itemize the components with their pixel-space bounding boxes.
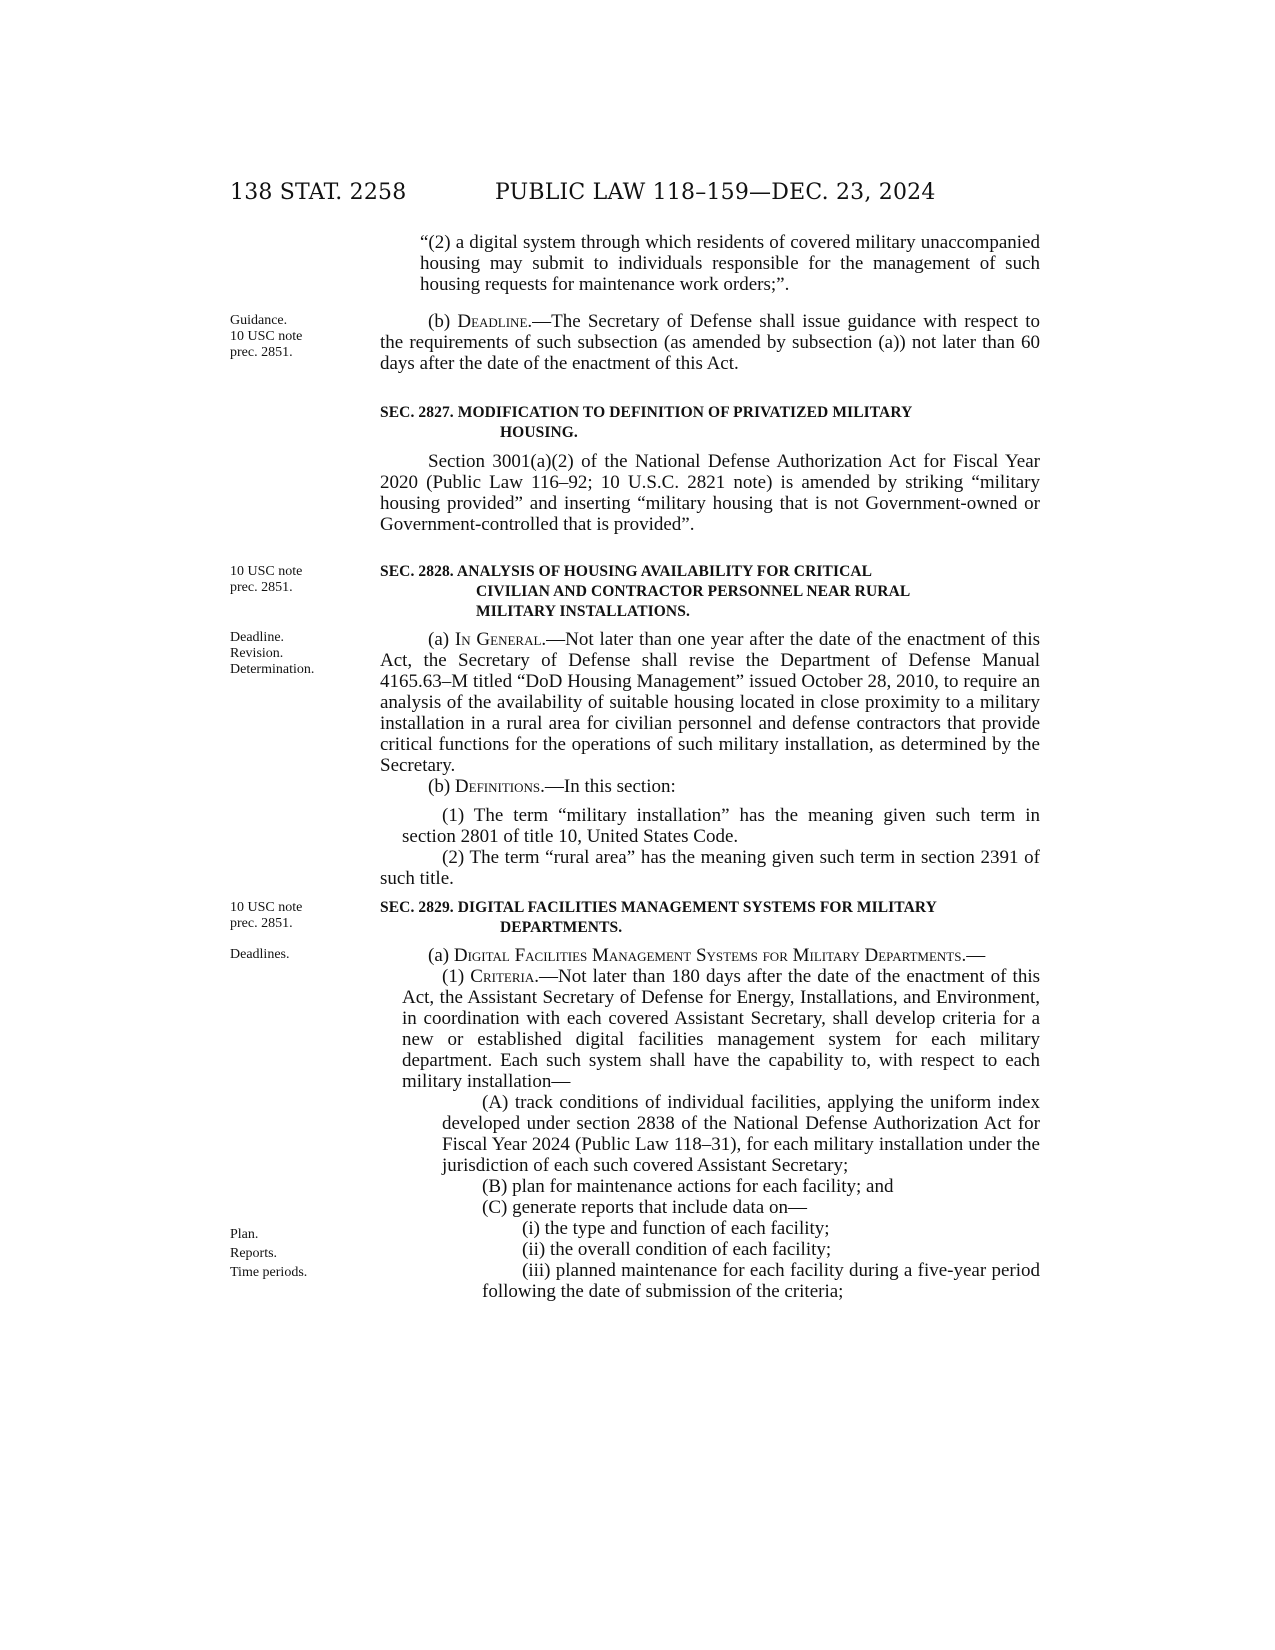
subsection-label: (a)	[428, 629, 455, 650]
subparagraph-A: (A) track conditions of individual facilities, applying the uniform index developed under section 2838 of the National Defense Authorization Act for Fiscal Year 2024 (Public Law 118–31), for each military installation under the jurisdiction of each such covered Assistant Secretary;	[442, 1092, 1040, 1176]
margin-note-line: Reports.	[230, 1246, 278, 1261]
section-2828-heading	[380, 562, 1040, 622]
section-2829	[380, 898, 1040, 1302]
section-2827-heading	[380, 403, 1040, 443]
section-heading-line: SEC. 2829. DIGITAL FACILITIES MANAGEMENT SYSTEMS FOR MILITARY	[380, 899, 937, 916]
margin-note-line: 10 USC note	[230, 329, 303, 344]
subparagraph-B: (B) plan for maintenance actions for each facility; and	[482, 1176, 894, 1197]
margin-note-line: Plan.	[230, 1227, 259, 1242]
section-2827	[380, 403, 1040, 535]
subparagraph-C: (C) generate reports that include data on—	[482, 1197, 807, 1218]
quoted-paragraph-2	[380, 232, 1040, 295]
subsection-heading: Deadline	[457, 311, 528, 332]
definition-military-installation: (1) The term “military installation” has the meaning given such term in section 2801 of title 10, United States Code.	[402, 805, 1040, 847]
paragraph-1-criteria	[402, 966, 1040, 1092]
clause-iii: (iii) planned maintenance for each facility during a five-year period following the date of submission of the criteria;	[482, 1260, 1040, 1302]
subsection-text: .—	[961, 945, 986, 966]
section-2828-subsection-b	[380, 776, 1040, 797]
section-2828-subsection-a	[380, 629, 1040, 776]
margin-note-sec2829	[230, 900, 302, 932]
section-2828-definitions	[380, 805, 1040, 889]
subsection-text: .—In this section:	[540, 776, 676, 797]
margin-note-line: Deadlines.	[230, 947, 290, 962]
section-heading-continuation: CIVILIAN AND CONTRACTOR PERSONNEL NEAR RURAL	[476, 583, 911, 600]
subsection-heading: Digital Facilities Management Systems for Military Departments	[453, 945, 962, 966]
margin-note-line: 10 USC note	[230, 564, 303, 579]
page-header	[0, 180, 1275, 220]
paragraph-item-2: “(2) a digital system through which residents of covered military unaccompanied housing may submit to individuals responsible for the management of such housing requests for maintenance work orders;”.	[420, 232, 1040, 295]
statute-page-number: 138 STAT. 2258	[230, 180, 407, 205]
subsection-text: .—Not later than one year after the date of the enactment of this Act, the Secretary of Defense shall revise the Department of Defense Manual 4165.63–M titled “DoD Housing Management” issued October 28, 2010, to require an analysis of the availability of suitable housing located in close proximity to a military installation in a rural area for civilian personnel and defense contractors that provide critical functions for the operations of such military installation, as determined by the Secretary.	[380, 629, 1040, 776]
section-heading-line: SEC. 2828. ANALYSIS OF HOUSING AVAILABILITY FOR CRITICAL	[380, 563, 873, 580]
margin-note-line: prec. 2851.	[230, 345, 293, 360]
paragraph-text: .—Not later than 180 days after the date of the enactment of this Act, the Assistant Secretary of Defense for Energy, Installations, and Environment, in coordination with each covered Assistant Secretary, shall develop criteria for a new or established digital facilities management system for each military department. Each such system shall have the capability to, with respect to each military installation—	[402, 966, 1040, 1092]
section-2829-subsection-a	[380, 945, 1040, 966]
subsection-label: (b)	[428, 311, 458, 332]
section-2828	[380, 562, 1040, 818]
subsection-label: (b)	[428, 776, 455, 797]
section-2829-heading	[380, 898, 1040, 938]
clause-ii: (ii) the overall condition of each facility;	[522, 1239, 832, 1260]
subsection-b-deadline	[380, 311, 1040, 374]
margin-note-plan-group	[230, 1225, 307, 1282]
subsection-text: .—The Secretary of Defense shall issue guidance with respect to the requirements of such subsection (as amended by subsection (a)) not later than 60 days after the date of the enactment of this Act.	[380, 311, 1040, 374]
margin-note-line: 10 USC note	[230, 900, 303, 915]
section-2827-text: Section 3001(a)(2) of the National Defense Authorization Act for Fiscal Year 2020 (Public Law 116–92; 10 U.S.C. 2821 note) is amended by striking “military housing provided” and inserting “military housing that is not Government-owned or Government-controlled that is provided”.	[380, 451, 1040, 535]
subsection-heading: Definitions	[454, 776, 541, 797]
clause-i: (i) the type and function of each facility;	[522, 1218, 830, 1239]
margin-note-line: Time periods.	[230, 1265, 308, 1280]
definition-rural-area: (2) The term “rural area” has the meaning given such term in section 2391 of such title.	[380, 847, 1040, 889]
section-heading-line: SEC. 2827. MODIFICATION TO DEFINITION OF PRIVATIZED MILITARY	[380, 404, 913, 421]
margin-note-line: Guidance.	[230, 313, 288, 328]
margin-note-line: Deadline.	[230, 630, 285, 645]
section-heading-continuation: DEPARTMENTS.	[500, 919, 623, 936]
margin-note-deadline-group	[230, 630, 314, 678]
subsection-heading: In General	[454, 629, 542, 650]
margin-note-line: prec. 2851.	[230, 916, 293, 931]
margin-note-deadlines	[230, 947, 289, 963]
section-heading-continuation: HOUSING.	[500, 424, 578, 441]
paragraph-b-deadline	[380, 311, 1040, 374]
section-heading-continuation: MILITARY INSTALLATIONS.	[476, 603, 690, 620]
public-law-title: PUBLIC LAW 118–159—DEC. 23, 2024	[495, 180, 936, 205]
margin-note-line: Revision.	[230, 646, 284, 661]
margin-note-sec2828	[230, 564, 302, 596]
margin-note-line: prec. 2851.	[230, 580, 293, 595]
paragraph-heading: Criteria	[470, 966, 535, 987]
subsection-label: (a)	[428, 945, 454, 966]
paragraph-label: (1)	[442, 966, 471, 987]
margin-note-guidance	[230, 313, 302, 361]
margin-note-line: Determination.	[230, 662, 315, 677]
